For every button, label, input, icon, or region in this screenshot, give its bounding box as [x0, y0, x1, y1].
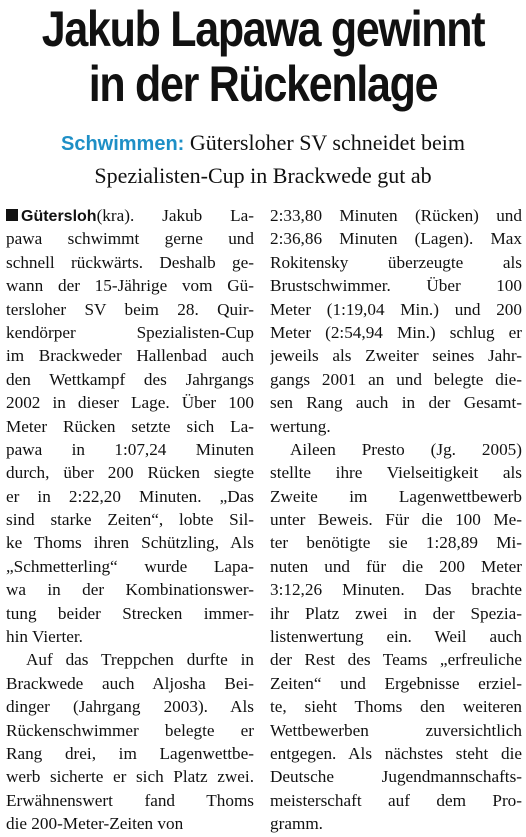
- section-kicker: Schwimmen:: [60, 133, 185, 155]
- headline-line-1: Jakub Lapawa gewinnt: [41, 1, 485, 57]
- article-line: te, sieht Thoms den weiteren: [270, 697, 522, 717]
- article-line: pawa in 1:07,24 Minuten: [6, 439, 254, 459]
- article-line: Rang drei, im Lagenwettbe-: [6, 743, 254, 763]
- article-line: stellte ihre Vielseitigkeit als: [270, 463, 522, 483]
- article-line: ter benötigte sie 1:28,89 Mi-: [270, 533, 522, 553]
- article-line: Rückenschwimmer belegte er: [6, 720, 254, 740]
- article-line: Wettbewerben zuversichtlich: [270, 720, 522, 740]
- article-line: Meter Rücken setzte sich La-: [6, 416, 254, 436]
- article-line: pawa schwimmt gerne und: [6, 229, 254, 249]
- article-line: gangs 2001 an und belegte die-: [270, 369, 522, 389]
- article-line: ke Thoms ihren Schützling, Als: [6, 533, 254, 553]
- article-line: er in 2:22,20 Minuten. „Das: [6, 486, 254, 506]
- article-line: Zeiten“ und Ergebnisse erziel-: [270, 673, 522, 693]
- headline-line-2: in der Rückenlage: [88, 56, 438, 112]
- article-line: 3:12,26 Minuten. Das brachte: [270, 580, 522, 600]
- dateline-marker: [6, 209, 18, 221]
- headline: [37, 2, 489, 112]
- article-line: tung beider Strecken immer-: [6, 603, 254, 623]
- article-line: durch, über 200 Rücken siegte: [6, 463, 254, 483]
- article-line: tersloher SV beim 28. Quir-: [6, 299, 254, 319]
- article-line: wertung.: [270, 416, 331, 436]
- article-line: „Schmetterling“ wurde Lapa-: [6, 556, 254, 576]
- article-line: Deutsche Jugendmannschafts-: [270, 767, 522, 787]
- article-line: sen Rang auch in der Gesamt-: [270, 393, 522, 413]
- article-line: ihr Platz zwei in der Spezia-: [270, 603, 522, 623]
- subheadline-line-1: [0, 127, 526, 160]
- article-line: nuten und für die 200 Meter: [270, 556, 522, 576]
- article-line: hin Vierter.: [6, 627, 83, 647]
- subheadline-line-2: Spezialisten-Cup in Brackwede gut ab: [94, 163, 432, 188]
- article-line: wa in der Kombinationswer-: [6, 580, 254, 600]
- subheadline-text-1: Gütersloher SV schneidet beim: [189, 130, 465, 155]
- article-line: schnell rückwärts. Deshalb ge-: [6, 252, 254, 272]
- article-column-right: [270, 204, 522, 836]
- article-line: Brustschwimmer. Über 100: [270, 276, 522, 296]
- article-line: jeweils als Zweiter seines Jahr-: [270, 346, 522, 366]
- article-line: listenwertung ein. Weil auch: [270, 627, 522, 647]
- dateline: Gütersloh: [21, 208, 97, 225]
- article-line: die 200-Meter-Zeiten von: [6, 814, 184, 834]
- article-line: meisterschaft auf dem Pro-: [270, 790, 522, 810]
- article-line: Rokitensky überzeugte als: [270, 252, 522, 272]
- article-column-left: [6, 204, 254, 836]
- article-line: Aileen Presto (Jg. 2005): [290, 439, 522, 459]
- article-line: dinger (Jahrgang 2003). Als: [6, 697, 254, 717]
- article-line: 2:33,80 Minuten (Rücken) und: [270, 206, 522, 225]
- article-line: sind starke Zeiten“, lobte Sil-: [6, 510, 254, 530]
- article-line: gramm.: [270, 814, 323, 834]
- subheadline: [0, 127, 526, 192]
- article-line: kendörper Spezialisten-Cup: [6, 322, 254, 342]
- article-line: werb sicherte er sich Platz zwei.: [6, 767, 254, 787]
- article-line: Meter (1:19,04 Min.) und 200: [270, 299, 522, 319]
- article-line: 2:36,86 Minuten (Lagen). Max: [270, 229, 522, 249]
- article-line: wann der 15-Jährige vom Gü-: [6, 276, 254, 296]
- article-line-text: (kra). Jakub La-: [96, 206, 254, 225]
- article-line: im Brackweder Hallenbad auch: [6, 346, 254, 366]
- article-line: Auf das Treppchen durfte in: [26, 650, 254, 670]
- article-line: [6, 204, 254, 227]
- article-line: Erwähnenswert fand Thoms: [6, 790, 254, 810]
- article-line: den Wettkampf des Jahrgangs: [6, 369, 254, 389]
- article-line: Meter (2:54,94 Min.) schlug er: [270, 322, 522, 342]
- article-line: Brackwede auch Aljosha Bei-: [6, 673, 254, 693]
- article-line: entgegen. Als nächstes steht die: [270, 743, 522, 763]
- article-line: unter Beweis. Für die 100 Me-: [270, 510, 522, 530]
- article-line: 2002 in dieser Lage. Über 100: [6, 393, 254, 413]
- article-line: der Rest des Teams „erfreuliche: [270, 650, 522, 670]
- article-line: Zweite im Lagenwettbewerb: [270, 486, 522, 506]
